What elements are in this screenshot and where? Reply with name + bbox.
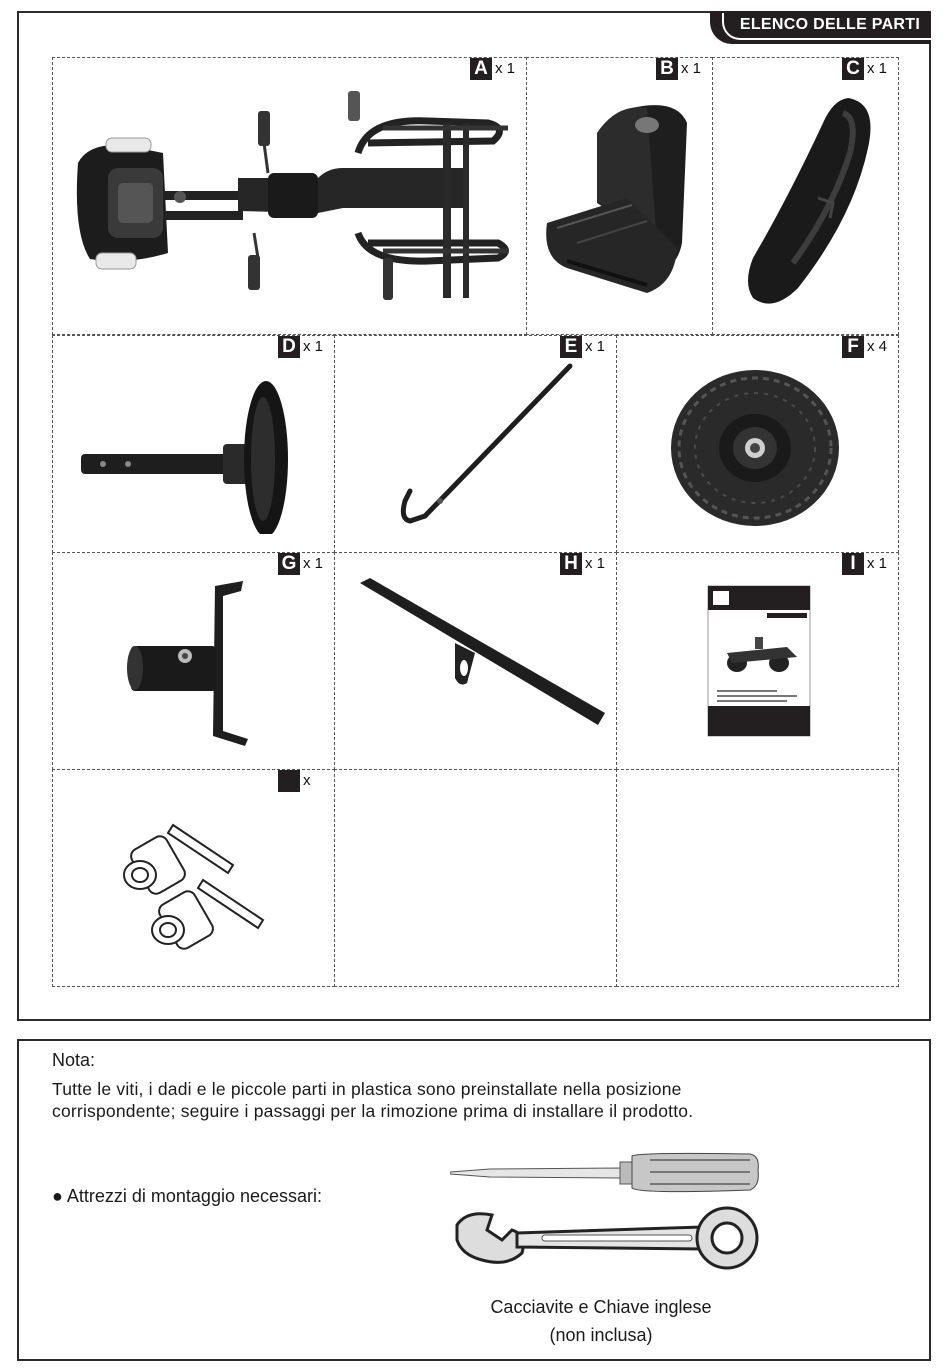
- part-letter: C: [842, 58, 864, 80]
- bracket-icon: [123, 581, 263, 746]
- part-letter: B: [656, 58, 678, 80]
- kart-frame-icon: [68, 83, 518, 323]
- tools-caption: Cacciavite e Chiave inglese: [490, 1297, 712, 1317]
- screwdriver-icon: [450, 1150, 760, 1200]
- part-label: [560, 336, 616, 358]
- part-label: [470, 58, 526, 80]
- part-letter: [278, 770, 300, 792]
- part-cell-b: [526, 57, 713, 335]
- part-quantity: x 1: [300, 336, 334, 358]
- part-quantity: x 1: [492, 58, 526, 80]
- axle-bar-icon: [355, 573, 610, 733]
- part-label: [656, 58, 712, 80]
- note-line: Tutte le viti, i dadi e le piccole parti in plastica sono preinstallate nella posizione: [52, 1079, 682, 1099]
- part-letter: D: [278, 336, 300, 358]
- tools-caption-note: (non inclusa): [549, 1325, 653, 1345]
- empty-cell: [616, 769, 899, 987]
- part-quantity: x 1: [300, 553, 334, 575]
- front-bumper-icon: [738, 88, 888, 318]
- part-letter: G: [278, 553, 300, 575]
- part-letter: I: [842, 553, 864, 575]
- part-cell-tools: [52, 769, 335, 987]
- note-title: Nota:: [52, 1050, 96, 1070]
- part-cell-a: [52, 57, 527, 335]
- part-cell-c: [712, 57, 899, 335]
- part-label: [278, 553, 334, 575]
- note-text: [52, 1078, 892, 1122]
- part-quantity: x 4: [864, 336, 898, 358]
- part-quantity: x: [300, 770, 334, 792]
- part-cell-f: [616, 335, 899, 553]
- seat-icon: [537, 93, 702, 323]
- page-title: ELENCO DELLE PARTI: [739, 16, 921, 33]
- tools-label: ● Attrezzi di montaggio necessari:: [52, 1186, 322, 1206]
- part-letter: F: [842, 336, 864, 358]
- part-quantity: x 1: [582, 553, 616, 575]
- part-letter: A: [470, 58, 492, 80]
- wheel-icon: [669, 368, 844, 528]
- part-cell-e: [334, 335, 617, 553]
- part-letter: H: [560, 553, 582, 575]
- manual-icon: [707, 585, 812, 737]
- socket-wrench-icon: [118, 815, 273, 955]
- part-quantity: x 1: [864, 553, 898, 575]
- part-label: [560, 553, 616, 575]
- part-label: [842, 58, 898, 80]
- part-cell-i: [616, 552, 899, 770]
- part-label: [278, 770, 334, 792]
- part-quantity: x 1: [678, 58, 712, 80]
- part-quantity: x 1: [864, 58, 898, 80]
- wrench-icon: [452, 1205, 762, 1275]
- note-line: corrispondente; seguire i passaggi per la rimozione prima di installare il prodotto.: [52, 1101, 694, 1121]
- part-cell-g: [52, 552, 335, 770]
- steering-wheel-icon: [73, 364, 318, 534]
- part-label: [842, 336, 898, 358]
- part-cell-h: [334, 552, 617, 770]
- empty-cell: [334, 769, 617, 987]
- steering-rod-icon: [365, 361, 595, 531]
- part-cell-d: [52, 335, 335, 553]
- part-label: [278, 336, 334, 358]
- part-letter: E: [560, 336, 582, 358]
- part-quantity: x 1: [582, 336, 616, 358]
- part-label: [842, 553, 898, 575]
